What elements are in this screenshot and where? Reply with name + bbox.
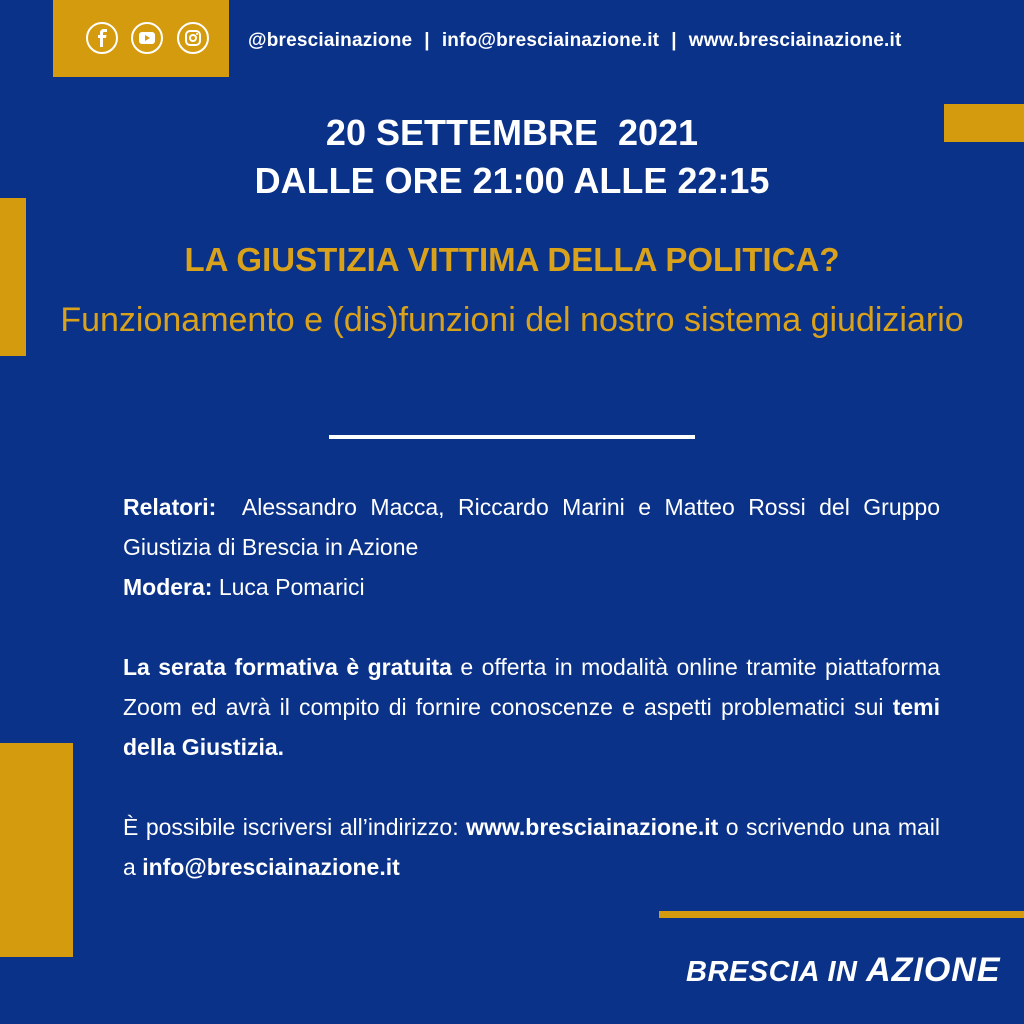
contact-email[interactable]: info@bresciainazione.it bbox=[441, 30, 660, 51]
description-paragraph bbox=[123, 647, 940, 767]
registration-website[interactable]: www.bresciainazione.it bbox=[466, 814, 719, 840]
description-bold-start: La serata formativa è gratuita bbox=[123, 654, 452, 680]
moderator-name: Luca Pomarici bbox=[218, 574, 365, 600]
registration-middle: o scrivendo una mail a bbox=[123, 814, 940, 880]
contact-website[interactable]: www.bresciainazione.it bbox=[688, 30, 902, 51]
speakers-label: Relatori: bbox=[123, 494, 217, 520]
speakers-paragraph bbox=[123, 487, 940, 567]
social-handle[interactable]: @bresciainazione bbox=[248, 30, 413, 51]
moderator-paragraph bbox=[123, 567, 940, 607]
accent-line-bottom-right bbox=[659, 911, 1024, 918]
accent-block-bottom-left bbox=[0, 743, 73, 957]
contact-bar: @bresciainazione | info@bresciainazione.it | www.bresciainazione.it bbox=[248, 30, 902, 51]
instagram-icon[interactable] bbox=[177, 22, 209, 54]
moderator-label: Modera: bbox=[123, 574, 213, 600]
registration-intro: È possibile iscriversi all’indirizzo: bbox=[123, 814, 467, 840]
registration-email[interactable]: info@bresciainazione.it bbox=[142, 854, 400, 880]
divider bbox=[329, 435, 695, 439]
youtube-icon[interactable] bbox=[131, 22, 163, 54]
event-time: DALLE ORE 21:00 ALLE 22:15 bbox=[254, 160, 770, 201]
registration-paragraph bbox=[123, 807, 940, 887]
facebook-icon[interactable] bbox=[86, 22, 118, 54]
description-text: e offerta in modalità online tramite piattaforma Zoom ed avrà il compito di fornire conoscenze e aspetti problematici sui bbox=[123, 654, 941, 720]
event-subtitle: Funzionamento e (dis)funzioni del nostro sistema giudiziario bbox=[60, 301, 964, 339]
description-bold-end: temi della Giustizia. bbox=[123, 694, 940, 760]
event-date: 20 SETTEMBRE 2021 bbox=[325, 112, 699, 153]
speakers-text: Alessandro Macca, Riccardo Marini e Matteo Rossi del Gruppo Giustizia di Brescia in Azione bbox=[123, 494, 940, 560]
brand-logo: BRESCIA IN AZIONE bbox=[686, 951, 1001, 989]
event-title: LA GIUSTIZIA VITTIMA DELLA POLITICA? bbox=[184, 241, 840, 278]
